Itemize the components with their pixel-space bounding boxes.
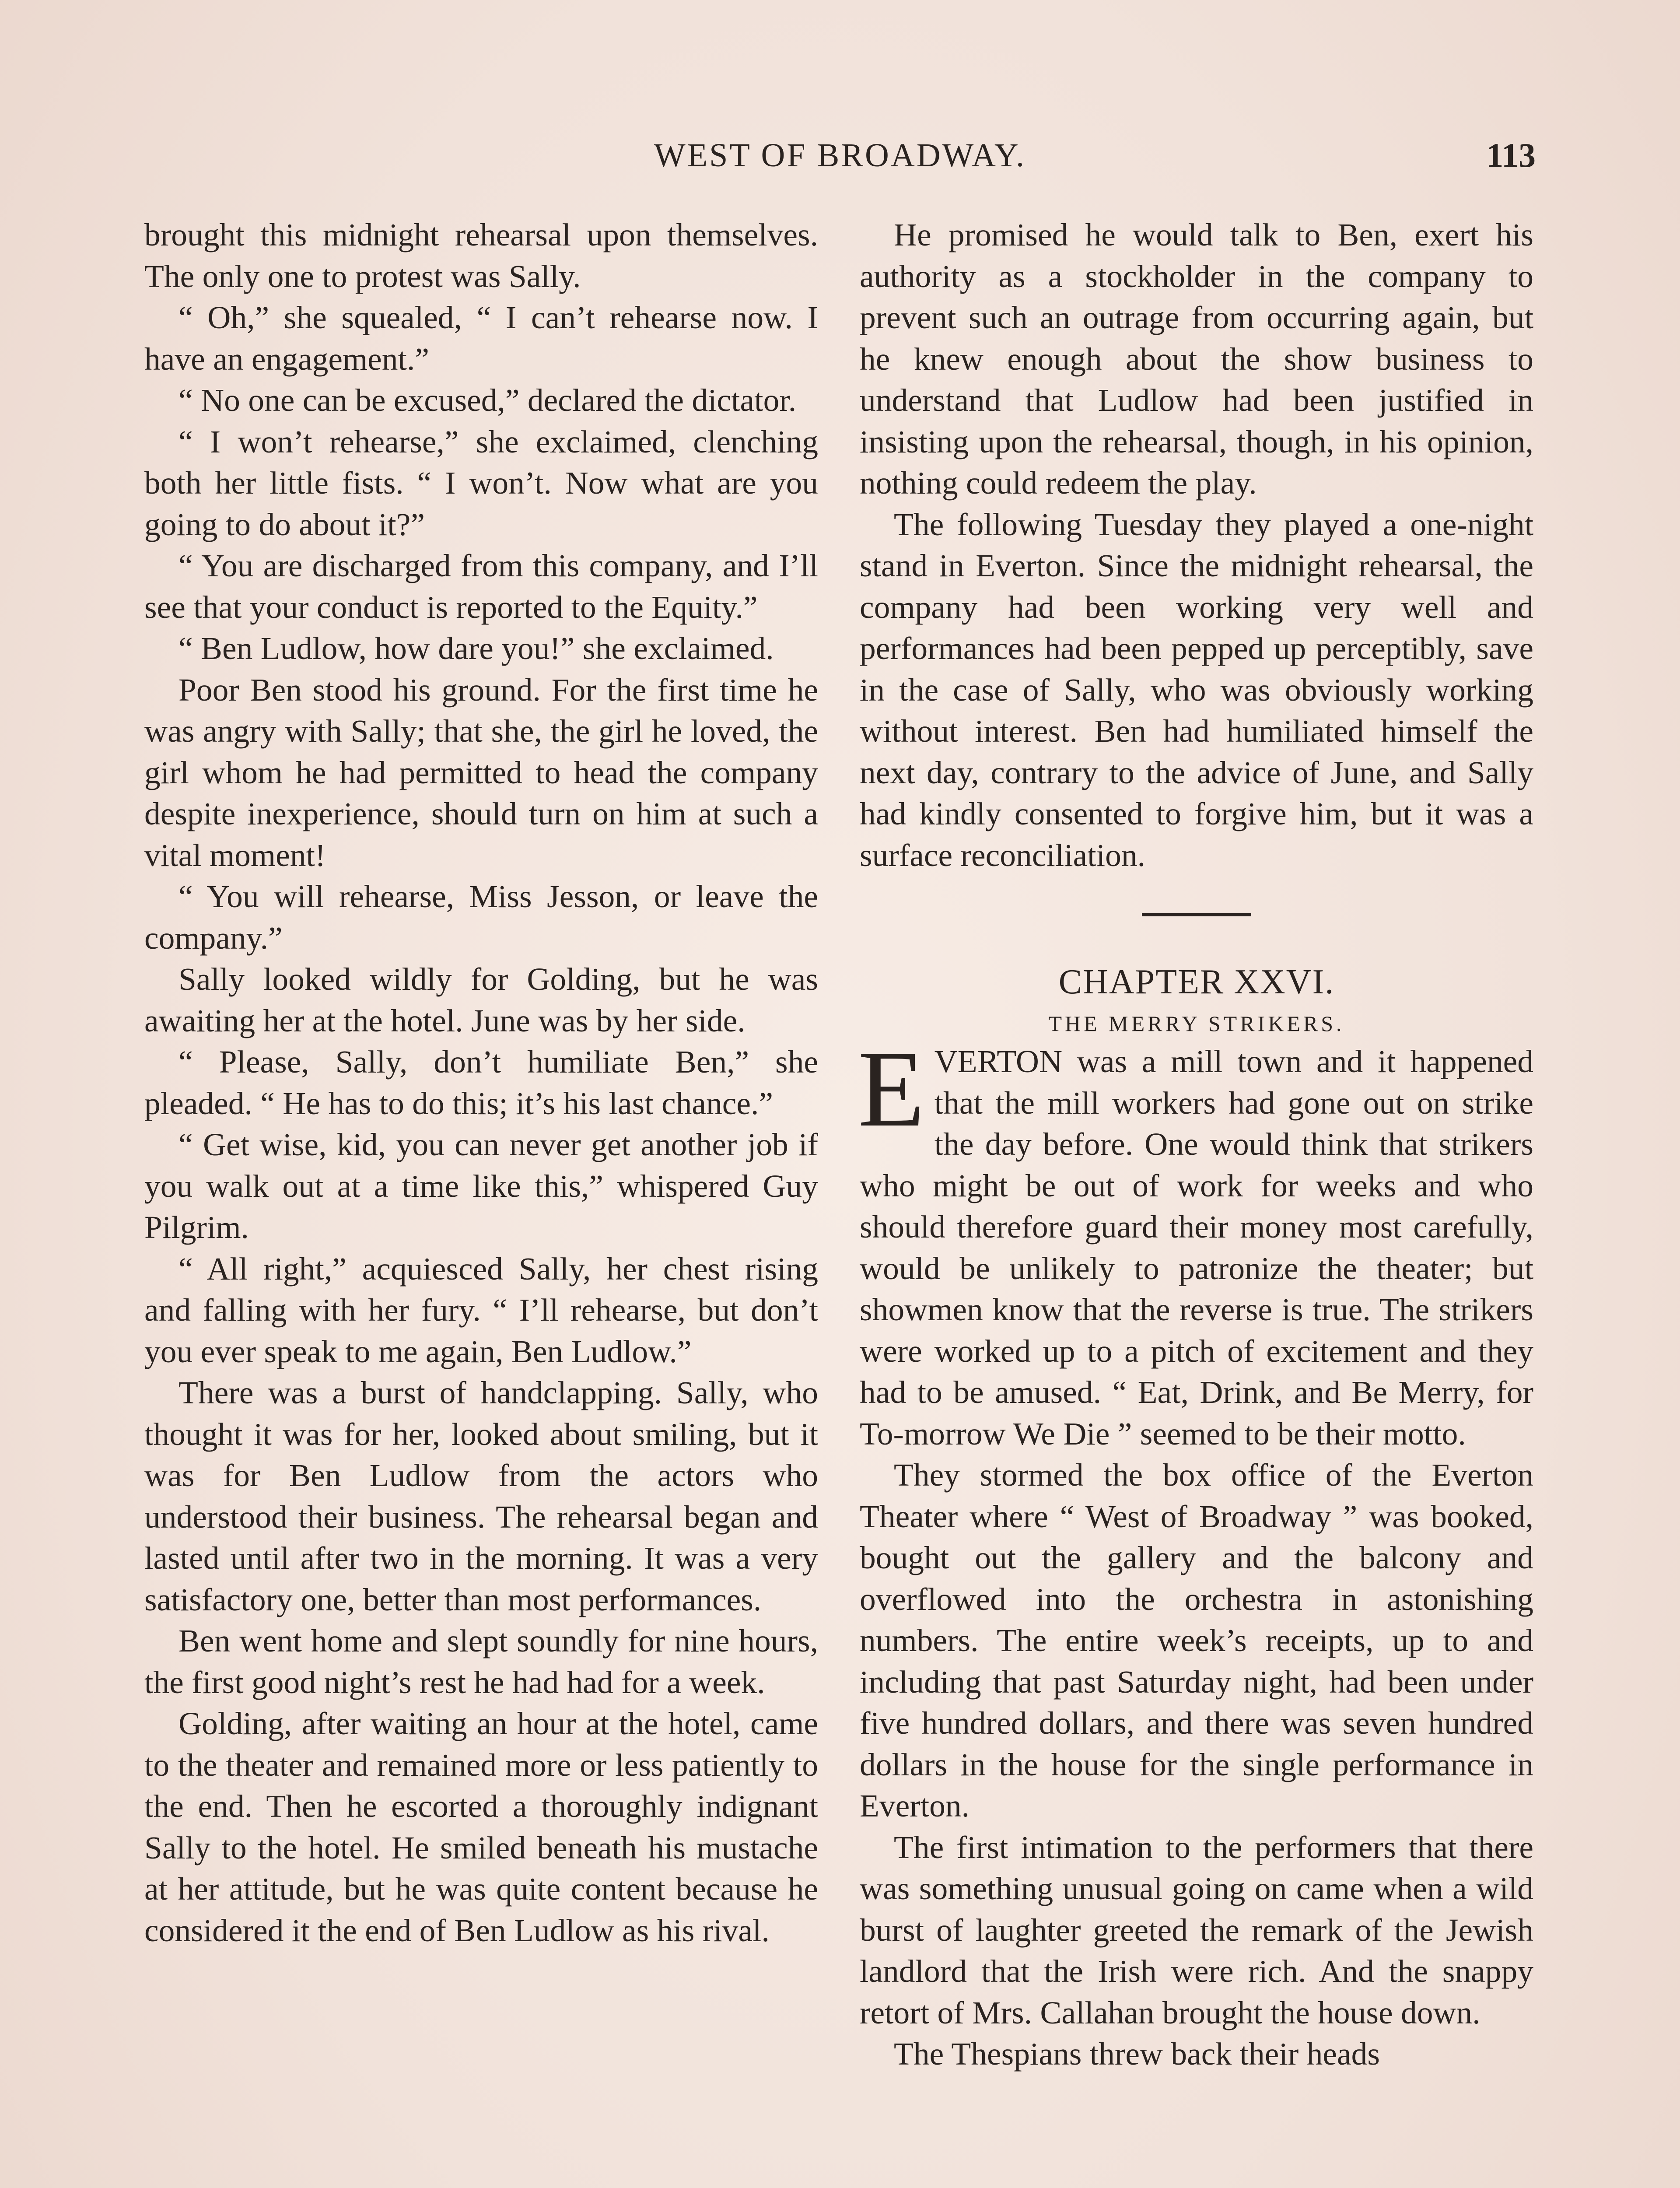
paragraph: “ Oh,” she squealed, “ I can’t rehearse now. I have an engagement.” <box>144 300 818 377</box>
right-column <box>860 214 1533 2075</box>
paragraph: “ Ben Ludlow, how dare you!” she exclaimed. <box>178 631 774 666</box>
drop-cap: E <box>858 1028 925 1150</box>
chapter-subtitle: THE MERRY STRIKERS. <box>1048 1011 1345 1036</box>
paragraph: brought this midnight rehearsal upon themselves. The only one to protest was Sally. <box>144 217 818 294</box>
paragraph: There was a burst of handclapping. Sally, who thought it was for her, looked about smiling, but it was for Ben Ludlow from the actors who understood their business. The rehearsal began and lasted until after two in the morning. It was a very satisfactory one, better than most performances. <box>144 1375 818 1617</box>
paragraph: “ You are discharged from this company, and I’ll see that your conduct is reported to the Equity.” <box>144 548 818 625</box>
paragraph: Ben went home and slept soundly for nine hours, the first good night’s rest he had had for a week. <box>144 1623 818 1700</box>
section-divider <box>1142 913 1251 916</box>
paragraph: Poor Ben stood his ground. For the first time he was angry with Sally; that she, the girl he loved, the girl whom he had permitted to head the company despite inexperience, should turn on him at such a vital moment! <box>144 672 818 873</box>
paragraph: The Thespians threw back their heads <box>894 2036 1380 2072</box>
paragraph: They stormed the box office of the Everton Theater where “ West of Broadway ” was booked, bought out the gallery and the balcony and overflowed into the orchestra in astonishing numbers. The entire week’s receipts, up to and including that past Saturday night, had been under five hundred dollars, and there was seven hundred dollars in the house for the single performance in Everton. <box>860 1457 1533 1823</box>
running-title: WEST OF BROADWAY. <box>654 137 1026 174</box>
paragraph: “ Get wise, kid, you can never get another job if you walk out at a time like this,” whispered Guy Pilgrim. <box>144 1127 818 1245</box>
paragraph: “ No one can be excused,” declared the dictator. <box>178 382 797 418</box>
paragraph: “ Please, Sally, don’t humiliate Ben,” she pleaded. “ He has to do this; it’s his last chance.” <box>144 1044 818 1121</box>
page-number: 113 <box>1486 136 1536 174</box>
left-column <box>144 214 818 1951</box>
paragraph: He promised he would talk to Ben, exert his authority as a stockholder in the company to prevent such an outrage from occurring again, but he knew enough about the show business to understand that Ludlow had been justified in insisting upon the rehearsal, though, in his opinion, nothing could redeem the play. <box>860 217 1533 501</box>
paragraph: “ I won’t rehearse,” she exclaimed, clenching both her little fists. “ I won’t. Now what are you going to do about it?” <box>144 424 818 542</box>
paragraph: “ You will rehearse, Miss Jesson, or leave the company.” <box>144 879 818 956</box>
chapter-title: CHAPTER XXVI. <box>1058 963 1335 1001</box>
paragraph: Sally looked wildly for Golding, but he was awaiting her at the hotel. June was by her side. <box>144 961 818 1038</box>
paragraph: The first intimation to the performers that there was something unusual going on came when a wild burst of laughter greeted the remark of the Jewish landlord that the Irish were rich. And the snappy retort of Mrs. Callahan brought the house down. <box>860 1829 1533 2030</box>
chapter-opening-paragraph <box>858 1028 1533 1455</box>
paragraph: “ All right,” acquiesced Sally, her chest rising and falling with her fury. “ I’ll rehearse, but don’t you ever speak to me again, Ben Ludlow.” <box>144 1251 818 1369</box>
opening-text: VERTON was a mill town and it happened that the mill workers had gone out on strike the day before. One would think that strikers who might be out of work for weeks and who should therefore guard their money most carefully, would be unlikely to patronize the theater; but showmen know that the reverse is true. The strikers were worked up to a pitch of excitement and they had to be amused. “ Eat, Drink, and Be Merry, for To-morrow We Die ” seemed to be their motto. <box>860 1044 1533 1452</box>
paragraph: Golding, after waiting an hour at the hotel, came to the theater and remained more or less patiently to the end. Then he escorted a thoroughly indignant Sally to the hotel. He smiled beneath his mustache at her attitude, but he was quite content because he considered it the end of Ben Ludlow as his rival. <box>144 1706 818 1948</box>
running-head <box>144 131 1536 179</box>
paragraph: The following Tuesday they played a one-night stand in Everton. Since the midnight rehearsal, the company had been working very well and performances had been pepped up perceptibly, save in the case of Sally, who was obviously working without interest. Ben had humiliated himself the next day, contrary to the advice of June, and Sally had kindly consented to forgive him, but it was a surface reconciliation. <box>860 506 1533 873</box>
